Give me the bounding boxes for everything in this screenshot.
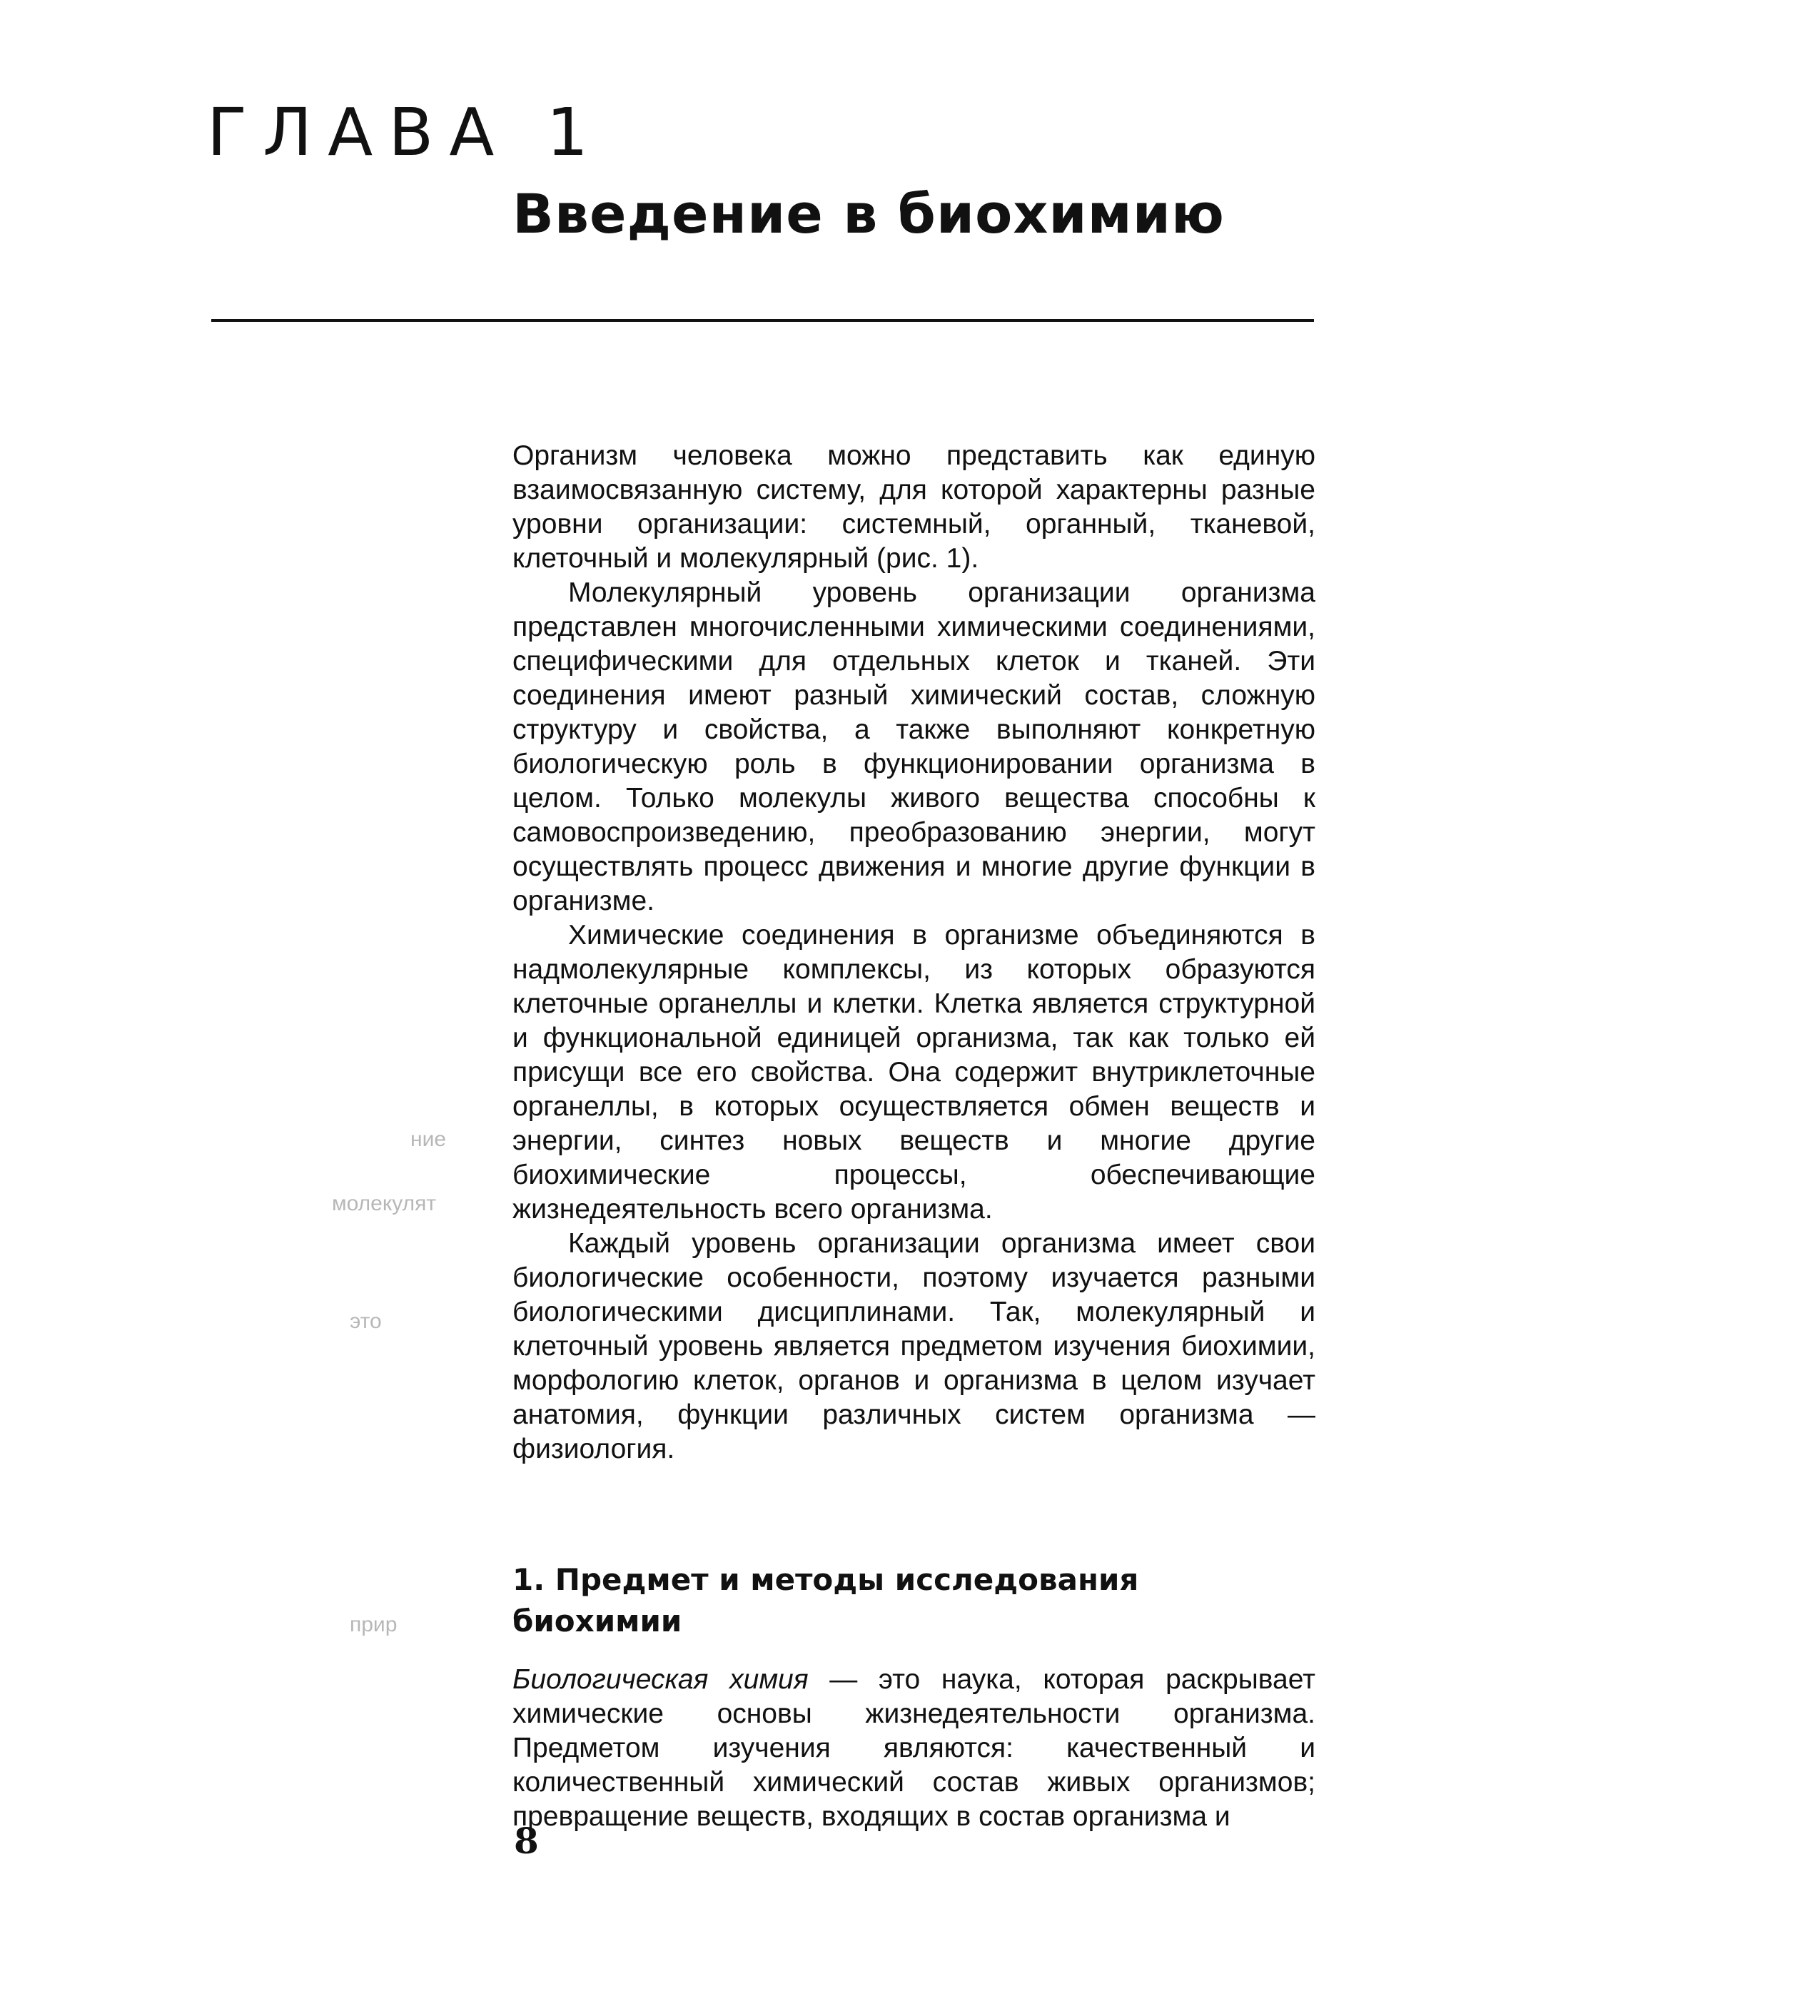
- section-paragraph: [512, 1663, 1315, 1834]
- bleed-through-3: это: [350, 1310, 382, 1333]
- paragraph-3: Химические соединения в организме объединяются в надмолекулярные комплексы, из которых образуются клеточные органеллы и клетки. Клетка является структурной и функциональной единицей организма, так как только ей присущи все его свойства. Она содержит внутриклеточные органеллы, в которых осуществляется обмен веществ и энергии, синтез новых веществ и многие другие биохимические процессы, обеспечивающие жизнедеятельность всего организма.: [512, 920, 1315, 1225]
- paragraph-1: Организм человека можно представить как единую взаимосвязанную систему, для которой характерны разные уровни организации: системный, органный, тканевой, клеточный и молекулярный (рис. 1).: [512, 440, 1315, 574]
- paragraph-2: Молекулярный уровень организации организма представлен многочисленными химическими соединениями, специфическими для отдельных клеток и тканей. Эти соединения имеют разный химический состав, сложную структуру и свойства, а также выполняют конкретную биологическую роль в функционировании организма в целом. Только молекулы живого вещества способны к самовоспроизведению, преобразованию энергии, могут осуществлять процесс движения и многие другие функции в организме.: [512, 577, 1315, 916]
- section-body: — это наука, которая раскрывает химические основы жизнедеятельности организма. Предметом изучения являются: качественный и количественный химический состав живых организмов; превращение веществ, входящих в состав организма и: [512, 1664, 1315, 1832]
- section-text: [512, 1663, 1315, 1834]
- bleed-through-4: прир: [350, 1613, 398, 1636]
- chapter-title: Введение в биохимию: [512, 182, 1225, 245]
- page-number: 8: [514, 1820, 539, 1862]
- section-heading: 1. Предмет и методы исследования биохимии: [512, 1562, 1139, 1638]
- section-term: Биологическая химия: [512, 1664, 809, 1695]
- bleed-through-1: ние: [410, 1128, 447, 1151]
- title-rule: [211, 319, 1314, 322]
- chapter-label: ГЛАВА 1: [207, 94, 605, 171]
- body-text: [512, 439, 1315, 1467]
- bleed-through-2: молекулят: [332, 1192, 437, 1215]
- paragraph-4: Каждый уровень организации организма имеет свои биологические особенности, поэтому изучается разными биологическими дисциплинами. Так, молекулярный и клеточный уровень является предметом изучения биохимии, морфологию клеток, органов и организма в целом изучает анатомия, функции различных систем организма — физиология.: [512, 1228, 1315, 1464]
